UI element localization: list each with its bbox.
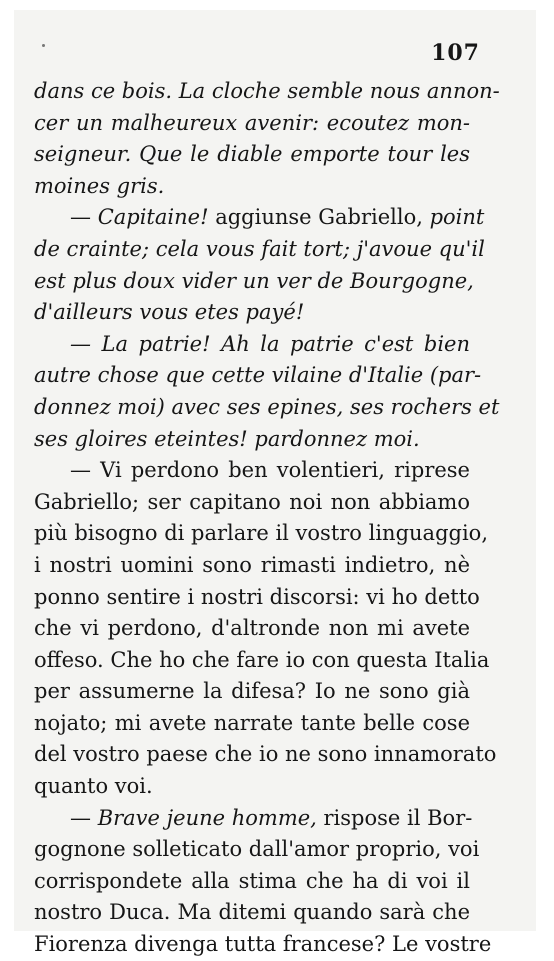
page-number: 107: [431, 40, 480, 66]
text-line: [34, 139, 470, 171]
text-run: Brave jeune homme,: [97, 805, 317, 830]
text-run: aggiunse Gabriello,: [208, 205, 430, 230]
text-line: [34, 582, 480, 614]
text-run: dans ce bois. La cloche semble nous annon-: [34, 79, 500, 103]
text-run: nojato; mi avete narrate tante belle cose: [34, 710, 470, 735]
text-line: [34, 297, 470, 329]
text-run: offeso. Che ho che fare io con questa Italia: [34, 647, 490, 672]
body-text: [34, 76, 500, 961]
text-line: [34, 171, 470, 203]
text-line: [34, 676, 470, 708]
text-run: donnez moi) avec ses epines, ses rochers et: [34, 394, 500, 419]
text-run: Gabriello; ser capitano noi non abbiamo: [34, 489, 470, 514]
text-run: che vi perdono, d'altronde non mi avete: [34, 616, 470, 641]
text-line: [34, 392, 500, 424]
text-run: Capitaine!: [97, 205, 209, 230]
text-line: [34, 803, 473, 835]
text-line: [34, 234, 485, 266]
text-line: [34, 866, 470, 898]
text-line: [34, 108, 470, 140]
text-line: [34, 424, 470, 456]
text-run: — Vi perdono ben volentieri, riprese: [70, 458, 470, 483]
text-line: [34, 613, 470, 645]
text-line: [34, 771, 470, 803]
text-run: gognone solleticato dall'amor proprio, voi: [34, 837, 480, 862]
text-run: Fiorenza divenga tutta francese? Le vostre: [34, 932, 492, 957]
text-run: — La patrie! Ah la patrie c'est bien: [70, 331, 470, 356]
text-run: d'ailleurs vous etes payé!: [34, 300, 305, 325]
text-run: —: [70, 205, 98, 230]
text-line: [34, 739, 497, 771]
text-run: seigneur. Que le diable emporte tour les: [34, 142, 470, 167]
text-line: [34, 360, 482, 392]
text-run: per assumerne la difesa? Io ne sono già: [34, 679, 470, 704]
text-line: [34, 455, 470, 487]
text-line: [34, 708, 470, 740]
text-run: point: [429, 205, 485, 230]
text-run: del vostro paese che io ne sono innamorato: [34, 742, 497, 767]
text-run: quanto voi.: [34, 774, 153, 799]
paper-speckle: [42, 44, 45, 47]
text-line: [34, 897, 470, 929]
text-run: ses gloires eteintes! pardonnez moi.: [34, 426, 420, 451]
text-run: de crainte; cela vous fait tort; j'avoue qu'il: [34, 236, 485, 261]
text-line: [34, 834, 480, 866]
text-run: corrispondete alla stima che ha di voi il: [34, 868, 470, 893]
text-line: [34, 266, 474, 298]
text-line: [34, 518, 488, 550]
text-run: ponno sentire i nostri discorsi: vi ho detto: [34, 584, 480, 609]
text-line: [34, 645, 490, 677]
text-run: cer un malheureux avenir: ecoutez mon-: [34, 110, 470, 135]
text-line: [34, 202, 485, 234]
text-line: [34, 76, 500, 108]
text-run: più bisogno di parlare il vostro linguaggio,: [34, 521, 488, 546]
text-line: [34, 550, 470, 582]
text-run: nostro Duca. Ma ditemi quando sarà che: [34, 900, 470, 925]
text-run: i nostri uomini sono rimasti indietro, nè: [34, 552, 470, 577]
text-run: est plus doux vider un ver de Bourgogne,: [34, 268, 474, 293]
text-run: —: [70, 805, 98, 830]
text-run: moines gris.: [34, 173, 165, 198]
text-run: autre chose que cette vilaine d'Italie (par-: [34, 363, 482, 388]
text-line: [34, 487, 470, 519]
text-line: [34, 329, 470, 361]
text-run: rispose il Bor-: [316, 805, 473, 830]
